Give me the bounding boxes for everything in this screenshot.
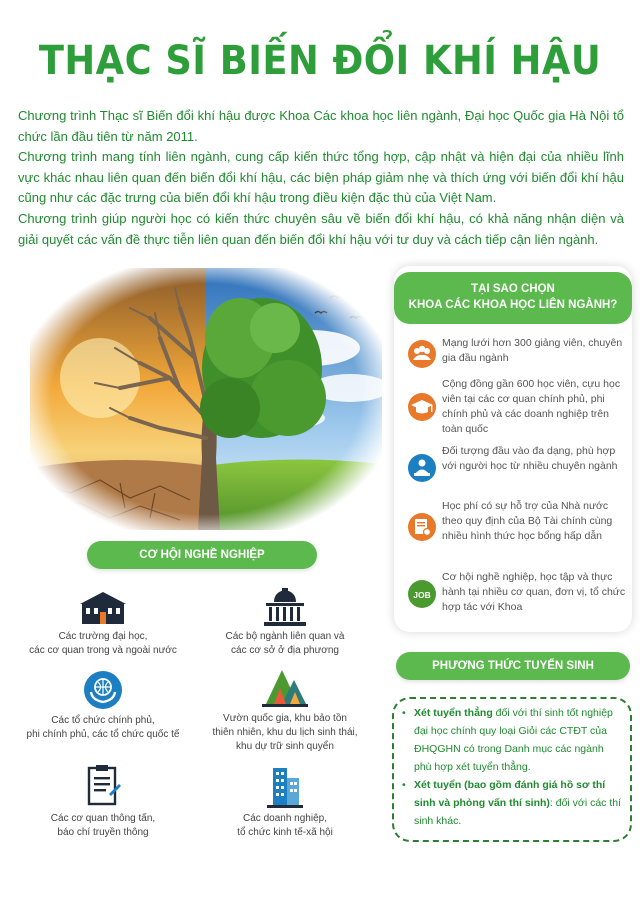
career-text-3a: Các tổ chức chính phủ, — [51, 715, 155, 726]
career-text-6a: Các doanh nghiệp, — [243, 813, 327, 824]
why-heading-line2: KHOA CÁC KHOA HỌC LIÊN NGÀNH? — [408, 299, 618, 311]
climate-tree-image — [30, 268, 382, 530]
clipboard-icon — [85, 764, 121, 808]
globe-hands-icon — [83, 670, 123, 710]
career-text-2b: các cơ sở ở địa phương — [231, 645, 339, 656]
why-choose-heading — [394, 272, 632, 324]
why-text-4: Học phí có sự hỗ trợ của Nhà nước theo quy định của Bộ Tài chính cùng nhiều hình thức học bổng hấp dẫn — [442, 500, 613, 542]
why-text-2: Cộng đồng gần 600 học viên, cựu học viên tại các cơ quan chính phủ, phi chính phủ và các doanh nghiệp trên toàn quốc — [442, 378, 621, 435]
career-item-universities — [8, 592, 198, 658]
intro-paragraph-3: Chương trình giúp người học có kiến thức chuyên sâu về biến đổi khí hậu, có khả năng nhận diện và giải quyết các vấn đề thực tiễn liên quan đến biến đổi khí hậu với tư duy và cách tiếp cận liên ngành. — [18, 210, 624, 247]
job-icon-label: JOB — [413, 590, 431, 600]
why-heading-line1: TẠI SAO CHỌN — [471, 283, 555, 295]
career-item-organizations — [8, 670, 198, 742]
intro-paragraph-1: Chương trình Thạc sĩ Biến đổi khí hậu được Khoa Các khoa học liên ngành, Đại học Quốc gia Hà Nội tổ chức lần đầu tiên từ năm 2011. — [18, 108, 624, 144]
admission-item-review — [402, 776, 624, 830]
career-text-3b: phi chính phủ, các tổ chức quốc tế — [26, 729, 180, 740]
intro-text — [18, 106, 624, 250]
career-item-national-parks — [190, 666, 380, 754]
graduation-cap-icon — [408, 393, 436, 421]
skyscraper-icon — [263, 764, 307, 808]
why-text-1: Mạng lưới hơn 300 giảng viên, chuyên gia đầu ngành — [442, 337, 623, 364]
why-text-3: Đối tượng đầu vào đa dạng, phù hợp với người học từ nhiều chuyên ngành — [442, 445, 618, 472]
job-icon — [408, 580, 436, 608]
page-title: THẠC SĨ BIẾN ĐỔI KHÍ HẬU — [38, 38, 602, 84]
career-text-4c: khu dự trữ sinh quyển — [236, 741, 334, 752]
university-icon — [80, 592, 126, 626]
admission-heading: PHƯƠNG THỨC TUYỂN SINH — [396, 652, 630, 680]
career-text-1b: các cơ quan trong và ngoài nước — [29, 645, 177, 656]
government-building-icon — [262, 588, 308, 626]
career-item-ministries — [190, 588, 380, 658]
career-text-4a: Vườn quốc gia, khu bảo tồn — [223, 713, 347, 724]
career-text-6b: tổ chức kinh tế-xã hội — [237, 827, 333, 838]
career-item-businesses — [190, 764, 380, 840]
career-text-5b: báo chí truyền thông — [57, 827, 149, 838]
career-heading: CƠ HỘI NGHỀ NGHIỆP — [87, 541, 317, 569]
career-text-1a: Các trường đại học, — [58, 631, 148, 642]
admission-item-2-bold: Xét tuyển (bao gồm đánh giá hồ sơ thí sinh và phỏng vấn thí sinh) — [414, 779, 606, 809]
admission-item-direct — [402, 704, 624, 776]
career-text-2a: Các bộ ngành liên quan và — [225, 631, 345, 642]
career-item-media — [8, 764, 198, 840]
admission-list — [402, 704, 624, 830]
mountain-trees-icon — [260, 666, 310, 708]
certificate-icon — [408, 513, 436, 541]
intro-paragraph-2: Chương trình mang tính liên ngành, cung cấp kiến thức tổng hợp, cập nhật và hiện đại của nhiều lĩnh vực khác nhau liên quan đến biến đổi khí hậu, các biện pháp giảm nhẹ và thích ứng với biến đổi khí hậu cũng như các đặc trưng của biến đổi khí hậu trong điều kiện đặc thù của Việt Nam. — [18, 149, 624, 206]
admission-item-1-bold: Xét tuyển thẳng — [414, 707, 493, 719]
why-text-5: Cơ hội nghề nghiệp, học tập và thực hành tại nhiều cơ quan, đơn vị, tổ chức hợp tác với Khoa — [442, 571, 626, 613]
admission-item-2-text: : đối với các thí sinh khác. — [414, 797, 622, 827]
career-text-5a: Các cơ quan thông tấn, — [50, 813, 156, 824]
career-text-4b: thiên nhiên, khu du lịch sinh thái, — [212, 727, 358, 738]
people-group-icon — [408, 340, 436, 368]
person-computer-icon — [408, 454, 436, 482]
admission-item-1-text: đối với thí sinh tốt nghiệp đại học chính quy loại Giỏi các CTĐT của ĐHQGHN có trong Danh mục các ngành phù hợp xét tuyển thẳng. — [414, 707, 613, 773]
